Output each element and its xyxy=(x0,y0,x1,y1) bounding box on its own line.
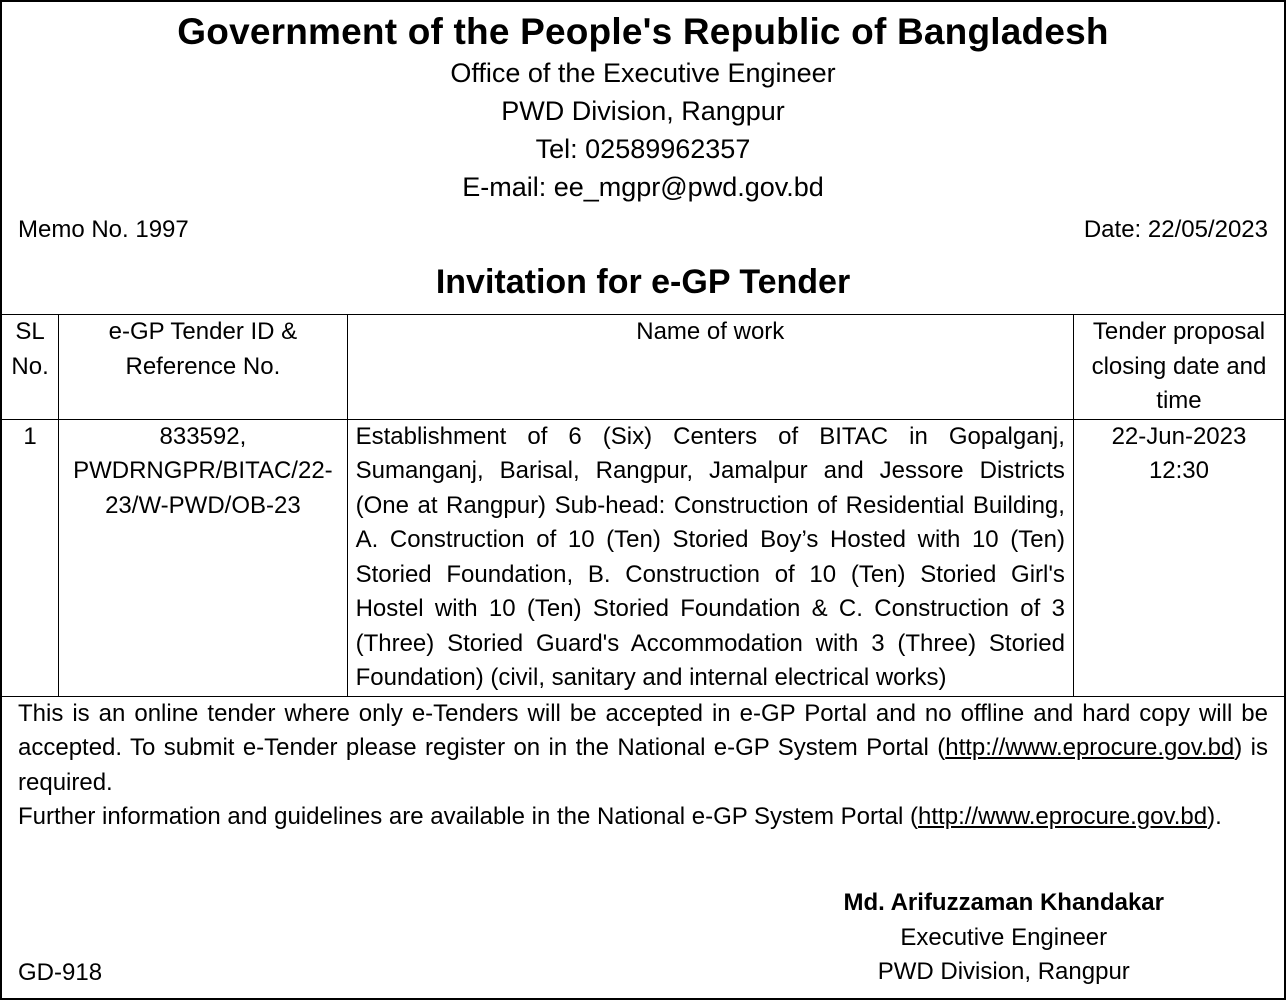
cell-closing xyxy=(1073,419,1284,696)
telephone: Tel: 02589962357 xyxy=(535,134,751,164)
memo-number: Memo No. 1997 xyxy=(18,216,189,243)
eprocure-link-2[interactable]: http://www.eprocure.gov.bd xyxy=(918,803,1208,830)
page-title: Invitation for e-GP Tender xyxy=(435,263,851,301)
gd-code: GD-918 xyxy=(18,959,103,986)
closing-time: 12:30 xyxy=(1148,457,1209,484)
header-sl-no: SL No. xyxy=(2,315,59,420)
notice-2-tail: ). xyxy=(1207,803,1222,830)
notice-1-text: This is an online tender where only e-Tenders will be accepted in e-GP Portal and no offline and hard copy will be accepted. To submit e-Tender please register on in the National e-GP System Portal ( xyxy=(18,699,1268,761)
notice-2-text: Further information and guidelines are available in the National e-GP System Portal ( xyxy=(18,803,919,830)
notice-1-tail: ) is required. xyxy=(18,734,1268,796)
signatory-division: PWD Division, Rangpur xyxy=(877,958,1130,985)
eprocure-link-1[interactable]: http://www.eprocure.gov.bd xyxy=(945,734,1235,761)
signatory-name: Md. Arifuzzaman Khandakar xyxy=(843,889,1164,916)
memo-date: Date: 22/05/2023 xyxy=(1083,216,1268,243)
notice-paragraph-1 xyxy=(18,697,1268,801)
reference-no: PWDRNGPR/BITAC/22-23/W-PWD/OB-23 xyxy=(73,457,333,519)
office-name: Office of the Executive Engineer xyxy=(450,58,836,88)
closing-date: 22-Jun-2023 xyxy=(1111,422,1247,450)
signature-block xyxy=(844,886,1165,990)
table-row xyxy=(2,419,1284,696)
notice-paragraph-2 xyxy=(18,800,1268,835)
header-tender-id: e-GP Tender ID & Reference No. xyxy=(59,315,347,420)
notice-text xyxy=(2,697,1284,835)
header-name-of-work: Name of work xyxy=(347,315,1073,420)
cell-name-of-work: Establishment of 6 (Six) Centers of BITAC in Gopalganj, Sumanganj, Barisal, Rangpur, Jamalpur and Jessore Districts (One at Rangpur) Sub-head: Construction of Residential Building, A. Construction of 10 (Ten) Storied Boy’s Hosted with 10 (Ten) Storied Foundation, B. Construction of 10 (Ten) Storied Girl's Hostel with 10 (Ten) Storied Foundation & C. Construction of 3 (Three) Storied Guard's Accommodation with 3 (Three) Storied Foundation) (civil, sanitary and internal electrical works) xyxy=(347,419,1073,696)
signatory-designation: Executive Engineer xyxy=(900,923,1108,951)
cell-sl: 1 xyxy=(2,419,59,696)
tender-table xyxy=(2,314,1284,697)
table-header-row xyxy=(2,315,1284,420)
cell-tender-id xyxy=(59,419,347,696)
memo-row xyxy=(2,214,1284,246)
tender-id: 833592, xyxy=(159,422,247,450)
division-name: PWD Division, Rangpur xyxy=(501,96,785,126)
email: E-mail: ee_mgpr@pwd.gov.bd xyxy=(462,172,824,202)
government-title: Government of the People's Republic of Bangladesh xyxy=(177,11,1109,52)
header-closing-date: Tender proposal closing date and time xyxy=(1073,315,1284,420)
letterhead xyxy=(2,10,1284,206)
